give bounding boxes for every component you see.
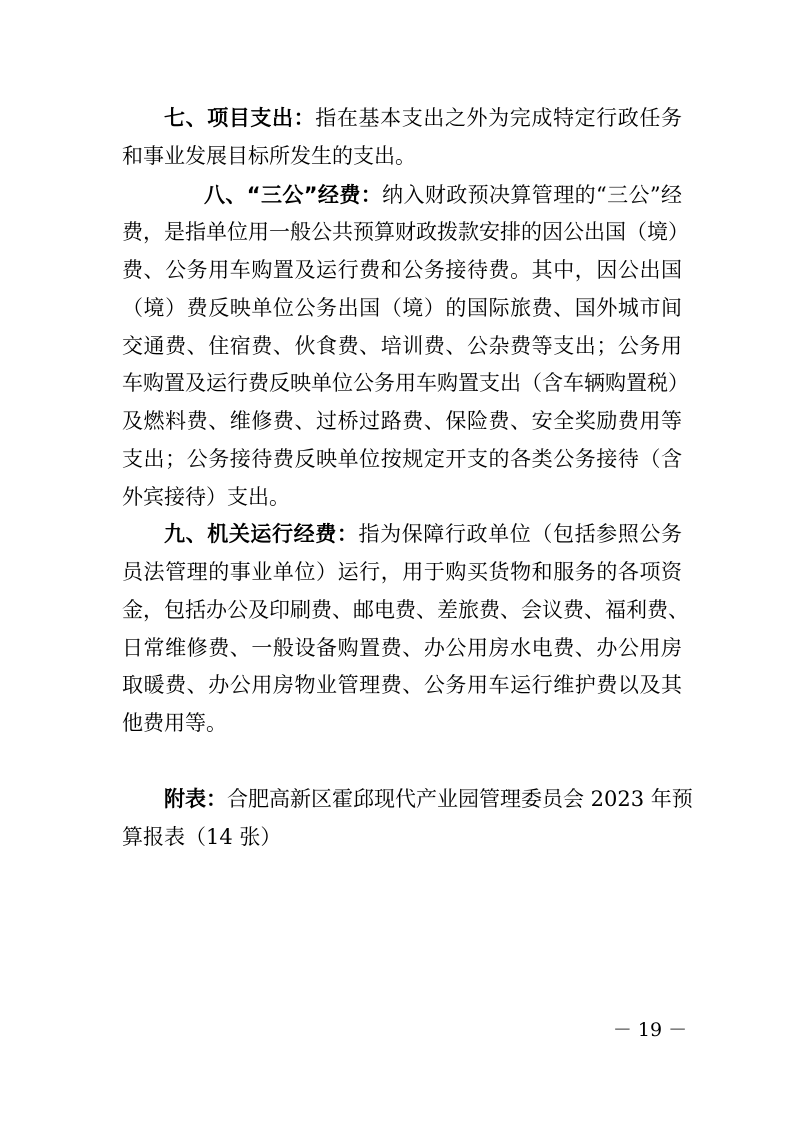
section8-line-5: 交通费、住宿费、伙食费、培训费、公杂费等支出；公务用 — [122, 334, 682, 358]
section9-line-3: 金，包括办公及印刷费、邮电费、差旅费、会议费、福利费、 — [122, 598, 689, 622]
section8-line-7: 及燃料费、维修费、过桥过路费、保险费、安全奖励费用等 — [122, 409, 682, 433]
section8-text: 纳入财政预决算管理的“三公”经 — [382, 183, 682, 207]
section9-text: 指为保障行政单位（包括参照公务 — [358, 522, 683, 546]
section8-line-3: 费、公务用车购置及运行费和公务接待费。其中，因公出国 — [122, 258, 682, 282]
section8-heading: 八、“三公”经费： — [204, 183, 383, 207]
section9-line-5: 取暖费、办公用房物业管理费、公务用车运行维护费以及其 — [122, 673, 682, 697]
section9-line-2: 员法管理的事业单位）运行，用于购买货物和服务的各项资 — [122, 560, 682, 584]
section9-line-6: 他费用等。 — [122, 711, 227, 735]
page-number: － 19 － — [612, 1019, 688, 1041]
section7-text: 指在基本支出之外为完成特定行政任务 — [315, 106, 683, 130]
appendix-heading: 附表： — [164, 787, 227, 811]
section9-line-1 — [164, 519, 682, 549]
section8-line-6: 车购置及运行费反映单位公务用车购置支出（含车辆购置税） — [122, 371, 689, 395]
section8-line-9: 外宾接待）支出。 — [122, 485, 290, 509]
appendix-line-1 — [164, 784, 693, 814]
section7-heading: 七、项目支出： — [164, 106, 316, 130]
section7-line-1 — [164, 103, 682, 133]
section7-line-2: 和事业发展目标所发生的支出。 — [122, 144, 416, 168]
appendix-text: 合肥高新区霍邱现代产业园管理委员会 2023 年预 — [227, 787, 693, 811]
section9-line-4: 日常维修费、一般设备购置费、办公用房水电费、办公用房 — [122, 636, 682, 660]
section8-line-4: （境）费反映单位公务出国（境）的国际旅费、国外城市间 — [122, 296, 682, 320]
appendix-line-2: 算报表（14 张） — [122, 825, 282, 849]
section8-line-1 — [204, 180, 682, 210]
section8-line-2: 费，是指单位用一般公共预算财政拨款安排的因公出国（境） — [122, 220, 689, 244]
section9-heading: 九、机关运行经费： — [164, 522, 359, 546]
section8-line-8: 支出；公务接待费反映单位按规定开支的各类公务接待（含 — [122, 447, 682, 471]
